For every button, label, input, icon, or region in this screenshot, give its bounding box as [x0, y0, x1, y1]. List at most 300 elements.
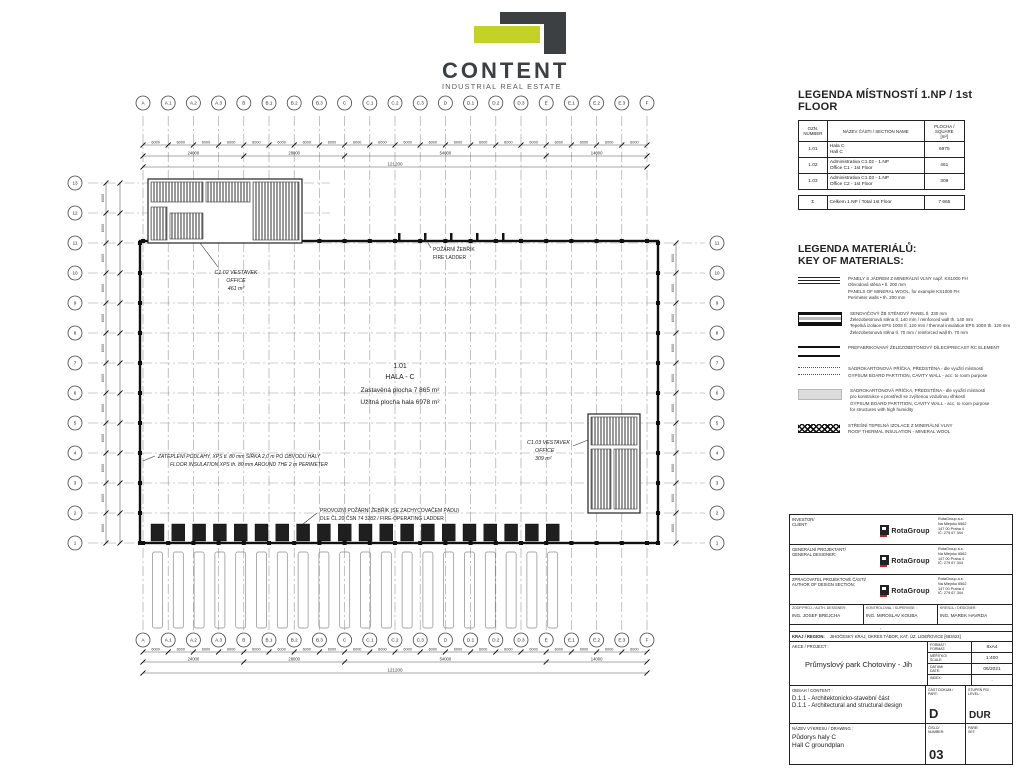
floor-insulation-note-cz: ZATEPLENÍ PODLAHY, XPS tl. 80 mm ŠÍŘKA 2,0 m PO OBVODU HALY: [158, 454, 321, 460]
grid-bubble-label: E.3: [618, 100, 626, 106]
dock-door: [213, 524, 226, 541]
dim-label: 6000: [478, 140, 488, 145]
grid-bubble-label: C.1: [366, 100, 374, 106]
dim-label: 6000: [478, 647, 488, 652]
hall-number-label: 1.01: [393, 363, 407, 370]
dim-label: 121200: [387, 667, 403, 673]
region-label: KRAJ / REGION:: [792, 634, 825, 639]
dock-door: [317, 524, 330, 541]
grid-bubble-label: A: [141, 637, 145, 643]
truck-bay: [423, 552, 433, 628]
general-designer-address: RotaGroup a.s. Na Mlejnku 6562 147 00 Praha 4 IČ: 279 67 344: [938, 547, 967, 566]
office-block-c102: [148, 179, 302, 243]
grid-bubble-label: E.1: [567, 100, 575, 106]
office-c102-label: C1.02 VESTAVEK: [214, 270, 258, 276]
supervisor-cell: KONTROLOVAL / SUPERVISE : ING. MIROSLAV KOUBA: [864, 605, 938, 624]
truck-bay: [465, 552, 475, 628]
grid-bubble-label: E: [544, 100, 548, 106]
rotagroup-logo: RotaGroup: [874, 515, 936, 544]
dim-label: 6000: [579, 647, 589, 652]
gypsum-partition-humid-symbol: [798, 389, 842, 400]
gypsum-partition-symbol: [798, 367, 840, 375]
grid-bubble-label: 5: [73, 420, 77, 426]
drawing-name-cell: NÁZEV VÝKRESU / DRAWING : Půdorys haly C Hall C groundplan: [790, 724, 926, 764]
fire-ladder-note-cz: POŽÁRNÍ ŽEBŘÍK: [433, 247, 475, 253]
grid-bubble-label: E: [544, 637, 548, 643]
dim-label: 6000: [201, 140, 211, 145]
grid-bubble-label: D: [443, 100, 448, 106]
grid-bubble-label: 7: [73, 360, 77, 366]
level-value: DUR: [969, 710, 991, 721]
grid-bubble-label: 13: [72, 180, 78, 186]
grid-bubble-label: B.2: [290, 100, 298, 106]
dim-label: 6000: [529, 140, 538, 145]
grid-bubble-label: 6: [73, 390, 77, 396]
dim-label: 6000: [201, 647, 211, 652]
grid-bubble-label: F: [645, 100, 649, 106]
dim-label: 6000: [671, 523, 676, 533]
index-value: .: [991, 677, 993, 683]
grid-bubble-label: 2: [715, 510, 719, 516]
office-room: [206, 182, 250, 202]
grid-bubble-label: D.3: [517, 637, 525, 643]
dim-label: 6000: [176, 140, 186, 145]
grid-bubble-label: 1: [715, 540, 719, 546]
grid-bubble-label: 8: [73, 330, 77, 336]
grid-bubble-label: 3: [73, 480, 77, 486]
dim-label: 14000: [590, 656, 603, 662]
col-header-number: OZN. NUMBER: [799, 121, 828, 142]
grid-bubble-label: 2: [73, 510, 77, 516]
dim-label: 6000: [378, 647, 387, 652]
grid-bubble-label: 8: [715, 330, 719, 336]
rotagroup-logo: RotaGroup: [874, 545, 936, 574]
dim-label: 6000: [504, 140, 513, 145]
grid-bubble-label: D.1: [467, 100, 475, 106]
content-cell: OBSAH / CONTENT : D.1.1 - Architektonicko-stavební část D.1.1 - Architectural and structural design: [790, 686, 926, 723]
dim-label: 6000: [671, 283, 676, 293]
col-header-name: NÁZEV ČÁSTI / SECTION NAME: [827, 121, 924, 142]
dock-door: [338, 524, 351, 541]
grid-bubble-label: B.1: [265, 100, 273, 106]
client-label: INVESTOR/ CLIENT:: [792, 517, 815, 528]
dim-label: 6000: [428, 140, 438, 145]
grid-bubble-label: 7: [715, 360, 719, 366]
dim-label: 6000: [101, 463, 106, 473]
grid-bubble-label: D.2: [492, 637, 500, 643]
drawing-number-value: 03: [929, 747, 944, 762]
grid-bubble-label: 9: [73, 300, 77, 306]
total-name: Celkem 1.NP / Total 1st Floor: [827, 196, 924, 210]
material-item: [798, 388, 1024, 414]
grid-bubble-label: E.2: [593, 100, 601, 106]
precast-element-symbol: [798, 346, 840, 357]
level-cell: STUPEŇ PD/ LEVEL: DUR: [968, 688, 991, 721]
content-row: [790, 686, 1012, 724]
part-cell: ČÁST DOKUM./ PART: D: [926, 686, 966, 723]
truck-bay: [381, 552, 391, 628]
dock-door: [380, 524, 393, 541]
grid-bubble-label: A.1: [164, 637, 172, 643]
office-room: [591, 417, 637, 445]
table-row: [799, 158, 965, 174]
grid-bubble-label: D.2: [492, 100, 500, 106]
dim-label: 6000: [579, 140, 589, 145]
dim-label: 6000: [101, 193, 106, 203]
truck-bay: [153, 552, 163, 628]
table-row: [799, 174, 965, 190]
sandwich-panel-symbol: [798, 312, 842, 326]
dim-label: 6000: [604, 140, 614, 145]
grid-bubble-label: A: [141, 100, 145, 106]
room-legend-table: [798, 120, 965, 190]
drawer-cell: KRESLIL / DESIGNER: ING. MAREK HAVRDA: [940, 606, 988, 618]
dim-label: 6000: [101, 373, 106, 383]
dim-label: 6000: [630, 647, 639, 652]
dim-label: 6000: [671, 463, 676, 473]
dim-label: 6000: [630, 140, 639, 145]
dock-door: [193, 524, 206, 541]
dim-label: 6000: [302, 140, 312, 145]
dim-label: 6000: [403, 140, 412, 145]
grid-bubble-label: A.3: [215, 100, 223, 106]
dim-label: 6000: [352, 140, 362, 145]
dim-label: 6000: [554, 140, 564, 145]
drawing-row: [790, 724, 1012, 764]
dim-label: 28000: [288, 150, 301, 156]
material-item: [798, 345, 1024, 357]
dim-label: 6000: [554, 647, 564, 652]
dim-label: 6000: [327, 647, 337, 652]
grid-bubble-label: A.3: [215, 637, 223, 643]
dim-label: 6000: [671, 343, 676, 353]
grid-bubble-label: C.2: [391, 637, 399, 643]
truck-bay: [361, 552, 371, 628]
dim-label: 6000: [101, 343, 106, 353]
author-address: RotaGroup a.s. Na Mlejnku 6562 147 00 Praha 4 IČ: 279 67 344: [938, 577, 967, 596]
grid-bubble-label: D: [443, 637, 448, 643]
dim-label: 6000: [277, 647, 286, 652]
date-value: 06/2021: [983, 666, 1001, 672]
dim-label: 6000: [453, 140, 463, 145]
date-row: DATUM/ DATE: 06/2021: [928, 664, 1012, 675]
truck-bay: [402, 552, 412, 628]
dim-label: 6000: [101, 253, 106, 263]
people-row: [790, 605, 1012, 625]
author-label: ZPRACOVATEL PROJEKTOVÉ ČÁSTI/ AUTHOR OF DESIGN SECTION:: [792, 577, 866, 588]
dim-label: 14000: [590, 150, 603, 156]
leader-line: [573, 440, 588, 446]
office-block-c103: [588, 414, 640, 513]
dim-label: 6000: [671, 433, 676, 443]
office-room: [170, 213, 203, 239]
dim-label: 6000: [529, 647, 538, 652]
truck-bay: [173, 552, 183, 628]
rotagroup-logo: RotaGroup: [874, 575, 936, 604]
rotagroup-mark-icon: [880, 525, 889, 535]
dim-label: 6000: [101, 313, 106, 323]
material-description: SÁDROKARTONOVÁ PŘÍČKA, PŘEDSTĚNA - dle využití místností pro konstrukce v prostředí se zvýšenou vzdušnou vlhkostí GYPSUM BOARD PARTITION, CAVITY WALL - acc. to room purpose for structures with high humidity: [850, 388, 990, 413]
dock-door: [255, 524, 268, 541]
grid-bubble-label: B.2: [290, 637, 298, 643]
room-legend: [798, 89, 1014, 210]
dim-label: 6000: [101, 223, 106, 233]
grid-bubble-label: A.2: [189, 100, 197, 106]
region-row: [790, 632, 1012, 642]
auth-designer-cell: ZODP.PROJ. / AUTH. DESIGNER: ING. JOSEF BREJCHA: [790, 605, 864, 624]
grid-bubble-label: 12: [72, 210, 78, 216]
grid-bubble-label: B.3: [315, 100, 323, 106]
dim-label: 6000: [453, 647, 463, 652]
dock-door: [172, 524, 185, 541]
dim-label: 6000: [428, 647, 438, 652]
grid-bubble-label: B: [242, 100, 246, 106]
materials-legend: [798, 243, 1024, 436]
grid-bubble-label: 4: [715, 450, 719, 456]
dim-label: 28000: [288, 656, 301, 662]
office-c103-area: 309 m²: [535, 456, 552, 462]
dock-door: [359, 524, 372, 541]
dock-door: [421, 524, 434, 541]
dim-label: 6000: [504, 647, 513, 652]
dock-door: [442, 524, 455, 541]
scale-row: MĚŘÍTKO/ SCALE: 1:400: [928, 653, 1012, 664]
part-value: D: [929, 706, 939, 721]
dim-label: 6000: [671, 253, 676, 263]
number-cell: ČÍSLO/ NUMBER: 03: [926, 724, 966, 764]
dim-label: 6000: [671, 493, 676, 503]
grid-bubble-label: A.1: [164, 100, 172, 106]
project-row: [790, 642, 1012, 686]
grid-bubble-label: 6: [715, 390, 719, 396]
note-row: .: [790, 625, 1012, 632]
operating-ladder-note-cz: PROVOZNÍ POŽÁRNÍ ŽEBŘÍK (SE ZACHYCOVAČEM PÁDU): [320, 508, 460, 514]
dock-door: [463, 524, 476, 541]
project-name: Průmyslový park Chotoviny - Jih: [804, 660, 913, 669]
scale-value: 1:400: [985, 655, 998, 661]
dim-label: 6000: [151, 647, 160, 652]
room-area: 309: [924, 174, 964, 190]
floor-insulation-note-en: FLOOR INSULATION XPS th. 80 mm AROUND THE 2 m PERIMETER: [170, 462, 328, 468]
office-room: [591, 449, 611, 509]
truck-bay: [215, 552, 225, 628]
office-stair: [151, 207, 167, 240]
dim-label: 54000: [439, 656, 452, 662]
author-row: [790, 575, 1012, 605]
grid-bubble-label: E.1: [567, 637, 575, 643]
fire-ladder-note-en: FIRE LADDER: [433, 255, 467, 261]
dim-label: 6000: [176, 647, 186, 652]
grid-bubble-label: 9: [715, 300, 719, 306]
col-header-area: PLOCHA / SQUARE [m²]: [924, 121, 964, 142]
material-description: SÁDROKARTONOVÁ PŘÍČKA, PŘEDSTĚNA - dle využití místností GYPSUM BOARD PARTITION, CAVITY WALL - acc. to room purpose: [848, 366, 988, 378]
meta-column: [928, 642, 1012, 685]
leader-line: [143, 456, 155, 461]
grid-bubble-label: 10: [72, 270, 78, 276]
material-description: PREFABRIKOVANÝ ŽELEZOBETONOVÝ DÍLEC/PRECAST RC ELEMENT: [848, 345, 1000, 351]
grid-bubble-label: C.2: [391, 100, 399, 106]
dim-label: 6000: [671, 403, 676, 413]
dock-door: [505, 524, 518, 541]
materials-legend-title-cz: LEGENDA MATERIÁLŮ:: [798, 243, 917, 255]
title-block: [789, 514, 1013, 765]
logo-wordmark: CONTENT: [442, 58, 570, 83]
rotagroup-mark-icon: [880, 585, 889, 595]
office-room: [253, 182, 299, 240]
dim-label: 6000: [277, 140, 286, 145]
dim-label: 24000: [187, 150, 200, 156]
dim-label: 6000: [327, 140, 337, 145]
fire-ladder-icon: [398, 233, 401, 241]
dim-label: 6000: [101, 493, 106, 503]
room-number: 1.01: [799, 142, 828, 158]
grid-bubble-label: 10: [714, 270, 720, 276]
client-row: [790, 515, 1012, 545]
format-value: 8xA4: [986, 644, 998, 650]
truck-bay: [257, 552, 267, 628]
dim-label: 6000: [252, 647, 261, 652]
set-cell: PARÉ/ SET:: [968, 726, 979, 734]
truck-bay: [194, 552, 204, 628]
truck-bay: [527, 552, 537, 628]
room-area: 6975: [924, 142, 964, 158]
fire-ladder-icon: [502, 233, 505, 241]
dock-door: [546, 524, 559, 541]
grid-bubble-label: B: [242, 637, 246, 643]
operating-ladder-note-en: DLE ČL.20 ČSN 74 3282 / FIRE-OPERATING LADDER: [320, 516, 444, 522]
dim-label: 6000: [378, 140, 387, 145]
grid-bubble-label: 4: [73, 450, 77, 456]
total-area: 7 665: [924, 196, 964, 210]
fire-ladder-icon: [476, 233, 479, 241]
material-item: [798, 276, 1024, 302]
hall-usable-area-label: Užitná plocha hala 6978 m²: [360, 399, 440, 406]
dock-door: [151, 524, 164, 541]
office-c103-label: C1.03 VESTAVEK: [527, 440, 570, 446]
grid-bubble-label: C: [342, 637, 347, 643]
grid-bubble-label: C: [342, 100, 347, 106]
grid-bubble-label: 11: [714, 240, 720, 246]
grid-bubble-label: 3: [715, 480, 719, 486]
material-item: [798, 311, 1024, 337]
general-designer-row: [790, 545, 1012, 575]
dock-door: [401, 524, 414, 541]
dim-label: 6000: [671, 313, 676, 323]
truck-bay: [298, 552, 308, 628]
room-area: 461: [924, 158, 964, 174]
leader-line: [303, 513, 317, 524]
grid-bubble-label: B.1: [265, 637, 273, 643]
leader-line: [200, 243, 218, 267]
dim-label: 6000: [226, 647, 236, 652]
dock-door: [234, 524, 247, 541]
office-room: [614, 449, 637, 509]
truck-bay: [319, 552, 329, 628]
dock-door: [297, 524, 310, 541]
dim-label: 6000: [101, 403, 106, 413]
dim-label: 6000: [671, 373, 676, 383]
grid-bubble-label: F: [645, 637, 649, 643]
table-row: [799, 142, 965, 158]
total-sigma: Σ: [799, 196, 828, 210]
general-designer-label: GENERÁLNÍ PROJEKTANT/ GENERAL DESIGNER:: [792, 547, 846, 558]
dim-label: 6000: [604, 647, 614, 652]
grid-bubble-label: C.3: [416, 637, 424, 643]
truck-bay: [277, 552, 287, 628]
rotagroup-mark-icon: [880, 555, 889, 565]
grid-bubble-label: 5: [715, 420, 719, 426]
grid-bubble-label: 1: [73, 540, 77, 546]
room-number: 1.02: [799, 158, 828, 174]
hall-name-label: HALA - C: [385, 374, 415, 381]
client-address: RotaGroup a.s. Na Mlejnku 6562 147 00 Praha 4 IČ: 279 67 344: [938, 517, 967, 536]
index-row: INDEX: .: [928, 675, 1012, 685]
dim-label: 24000: [187, 656, 200, 662]
truck-bay: [548, 552, 558, 628]
dim-label: 6000: [101, 433, 106, 443]
project-cell: AKCE / PROJECT : Průmyslový park Chotoviny - Jih: [790, 642, 928, 685]
material-description: PANELY S JÁDREM Z MINERÁLNÍ VLNY např. KS1000 FH Obvodová stěna • tl. 200 mm PANELS OF MINERAL WOOL, for example KS1000 FH Perimeter walls • th. 200 mm: [848, 276, 968, 301]
room-name: Administrativa C1.03 - 1.NP Office C2 - 1st Floor: [827, 174, 924, 190]
room-number: 1.03: [799, 174, 828, 190]
dock-door: [525, 524, 538, 541]
dim-label: 6000: [101, 523, 106, 533]
dim-label: 121200: [387, 161, 403, 167]
room-legend-total-row: [798, 195, 965, 210]
dim-label: 6000: [226, 140, 236, 145]
mineral-wool-panel-symbol: [798, 277, 840, 286]
grid-bubble-label: B.3: [315, 637, 323, 643]
truck-bay: [236, 552, 246, 628]
dim-label: 6000: [302, 647, 312, 652]
dock-door: [484, 524, 497, 541]
room-name: Hala C Hall C: [827, 142, 924, 158]
dim-label: 6000: [151, 140, 160, 145]
dim-label: 6000: [403, 647, 412, 652]
dim-label: 6000: [252, 140, 261, 145]
dock-door: [276, 524, 289, 541]
office-c102-area: 461 m²: [227, 286, 245, 292]
office-c102-type: OFFICE: [226, 278, 246, 284]
grid-bubble-label: A.2: [189, 637, 197, 643]
hall-builtup-area-label: Zastavěná plocha 7 865 m²: [360, 387, 440, 394]
dim-label: 6000: [101, 283, 106, 293]
materials-legend-title-en: KEY OF MATERIALS:: [798, 255, 904, 267]
grid-bubble-label: C.3: [416, 100, 424, 106]
material-description: SENDVIČOVÝ ŽB STĚNOVÝ PANEL tl. 330 mm Železobetonová stěna tl. 140 mm / reinforced wall th. 140 mm Tepelná izolace EPS 100S tl. 120 mm / thermal insulation EPS 100S th. 120 mm Železobetonová stěna tl. 70 mm / reinforced wall th. 70 mm: [850, 310, 1011, 335]
region-value: JIHOČESKÝ KRAJ, OKRES TÁBOR, KAT. ÚZ. LIDEŘOVICE [683423]: [829, 634, 961, 639]
dim-label: 54000: [439, 150, 452, 156]
dim-label: 6000: [352, 647, 362, 652]
material-item: [798, 423, 1024, 436]
office-c103-type: OFFICE: [535, 448, 555, 454]
room-name: Administrativa C1.02 - 1.NP Office C1 - 1st Floor: [827, 158, 924, 174]
grid-bubble-label: 11: [72, 240, 78, 246]
format-row: FORMÁT/ FORMAT: 8xA4: [928, 642, 1012, 653]
grid-bubble-label: C.1: [366, 637, 374, 643]
fire-ladder-icon: [450, 233, 453, 241]
room-legend-title: LEGENDA MÍSTNOSTÍ 1.NP / 1st FLOOR: [798, 89, 973, 113]
logo-tagline: INDUSTRIAL REAL ESTATE: [442, 82, 562, 91]
grid-bubble-label: D.3: [517, 100, 525, 106]
roof-insulation-symbol: [798, 424, 840, 433]
truck-bay: [485, 552, 495, 628]
material-description: STŘEŠNÍ TEPELNÁ IZOLACE Z MINERÁLNÍ VLNY ROOF THERMAL INSULATION - MINERAL WOOL: [848, 422, 953, 435]
truck-bay: [506, 552, 516, 628]
grid-bubble-label: E.2: [593, 637, 601, 643]
material-item: [798, 366, 1024, 379]
office-room: [151, 182, 203, 202]
